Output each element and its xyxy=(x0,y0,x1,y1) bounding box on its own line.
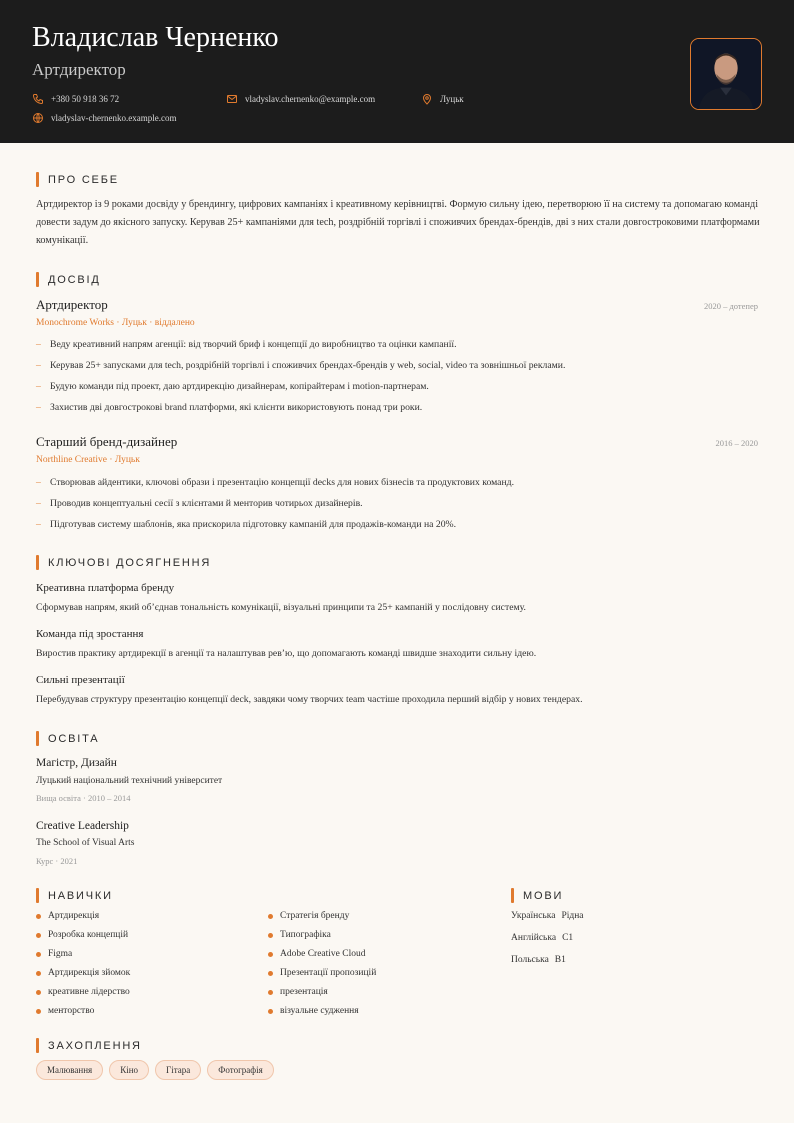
achievement-title: Креативна платформа бренду xyxy=(36,582,175,594)
education-meta: Вища освіта · 2010 – 2014 xyxy=(36,793,131,803)
interests-chips xyxy=(36,1060,274,1080)
achievement-desc: Перебудував структуру презентацію концепції deck, завдяки чому творчих team частіше проходила перший відбір у нових тендерах. xyxy=(36,694,583,705)
skill-item: креативне лідерство xyxy=(36,987,130,997)
job-title: Артдиректор xyxy=(36,297,108,312)
job-title: Старший бренд-дизайнер xyxy=(36,434,178,449)
job-org: Monochrome Works · Луцьк · віддалено xyxy=(36,318,195,328)
job-bullet: – Створював айдентики, ключові образи і презентацію концепції decks для нових бізнесів та продуктових команд. xyxy=(36,477,515,488)
interest-chip: Гітара xyxy=(155,1060,201,1080)
skill-item: Презентації пропозицій xyxy=(268,968,376,978)
job-org: Northline Creative · Луцьк xyxy=(36,455,140,465)
education-meta: Курс · 2021 xyxy=(36,856,78,866)
languages-section-title: МОВИ xyxy=(511,888,563,903)
job-date: 2016 – 2020 xyxy=(715,438,758,448)
experience-section-title: ДОСВІД xyxy=(36,272,101,287)
phone-icon xyxy=(32,93,44,105)
language-item: Англійська C1 xyxy=(511,933,574,943)
achievement-title: Сильні презентації xyxy=(36,674,125,686)
skill-item: презентація xyxy=(268,987,328,997)
job-bullet: – Проводив концептуальні сесії з клієнтами й менторив чотирьох дизайнерів. xyxy=(36,498,363,509)
skill-item: менторство xyxy=(36,1006,94,1016)
skill-item: візуальне судження xyxy=(268,1006,359,1016)
skills-section-title: НАВИЧКИ xyxy=(36,888,113,903)
education-section-title: ОСВІТА xyxy=(36,731,99,746)
phone-text: +380 50 918 36 72 xyxy=(51,94,120,104)
profile-photo xyxy=(690,38,762,110)
interest-chip: Фотографія xyxy=(207,1060,273,1080)
language-item: Польська B1 xyxy=(511,955,566,965)
interest-chip: Кіно xyxy=(109,1060,149,1080)
contact-email[interactable] xyxy=(226,93,375,105)
skill-item: Стратегія бренду xyxy=(268,911,349,921)
skill-item: Артдирекція зйомок xyxy=(36,968,130,978)
globe-icon xyxy=(32,112,44,124)
skill-item: Adobe Creative Cloud xyxy=(268,949,365,959)
education-school: The School of Visual Arts xyxy=(36,838,135,848)
achievement-title: Команда під зростання xyxy=(36,628,144,640)
education-degree: Магістр, Дизайн xyxy=(36,757,117,769)
website-text: vladyslav-chernenko.example.com xyxy=(51,113,177,123)
about-text: Артдиректор із 9 роками досвіду у брендингу, цифрових кампаніях і креативному керівництві. Формую сильну ідею, перетворюю її на систему та допомагаю команді довести задум до якісного запуску. Керував 25+ кампаніями для tech, роздрібній торгівлі і споживчих брендах-брендів, дві з них стали довгостроковими платформами комунікації. xyxy=(36,199,760,246)
job-bullet: – Веду креативний напрям агенції: від творчий бриф і концепції до виробництво та оцінки кампанії. xyxy=(36,339,457,350)
candidate-role: Артдиректор xyxy=(32,60,126,79)
education-school: Луцький національний технічний університет xyxy=(36,776,223,786)
education-degree: Creative Leadership xyxy=(36,820,129,832)
job-bullet: – Будую команди під проект, даю артдирекцію дизайнерам, копірайтерам і motion-партнерам. xyxy=(36,381,429,392)
skill-item: Figma xyxy=(36,949,72,959)
interests-section-title: ЗАХОПЛЕННЯ xyxy=(36,1038,142,1053)
achievement-desc: Сформував напрям, який об’єднав тональність комунікації, візуальні принципи та 25+ кампаній у послідовну систему. xyxy=(36,602,526,613)
candidate-name: Владислав Черненко xyxy=(32,22,279,53)
achievements-section-title: КЛЮЧОВІ ДОСЯГНЕННЯ xyxy=(36,555,211,570)
contact-phone[interactable] xyxy=(32,93,119,105)
email-text: vladyslav.chernenko@example.com xyxy=(245,94,376,104)
contact-website[interactable] xyxy=(32,112,176,124)
job-bullet: – Підготував систему шаблонів, яка прискорила підготовку кампаній для продажів-команди на 20%. xyxy=(36,519,457,530)
header xyxy=(0,0,794,143)
job-bullet: – Захистив дві довгострокові brand платформи, які клієнти використовують понад три роки. xyxy=(36,402,423,413)
achievement-desc: Виростив практику артдирекції в агенції та налаштував рев’ю, що допомагають команді швидше знаходити сильну ідею. xyxy=(36,648,537,659)
job-bullet: – Керував 25+ запусками для tech, роздрібній торгівлі і споживчих брендах-брендів у web, social, video та зовнішньої реклами. xyxy=(36,360,566,371)
location-pin-icon xyxy=(421,93,433,105)
language-item: Українська Рідна xyxy=(511,911,584,921)
location-text: Луцьк xyxy=(440,94,464,104)
skill-item: Розробка концепцій xyxy=(36,930,128,940)
interest-chip: Малювання xyxy=(36,1060,103,1080)
skill-item: Типографіка xyxy=(268,930,331,940)
job-date: 2020 – дотепер xyxy=(703,301,758,311)
skill-item: Артдирекція xyxy=(36,911,99,921)
about-section-title: ПРО СЕБЕ xyxy=(36,172,119,187)
mail-icon xyxy=(226,93,238,105)
contact-location xyxy=(421,93,464,105)
